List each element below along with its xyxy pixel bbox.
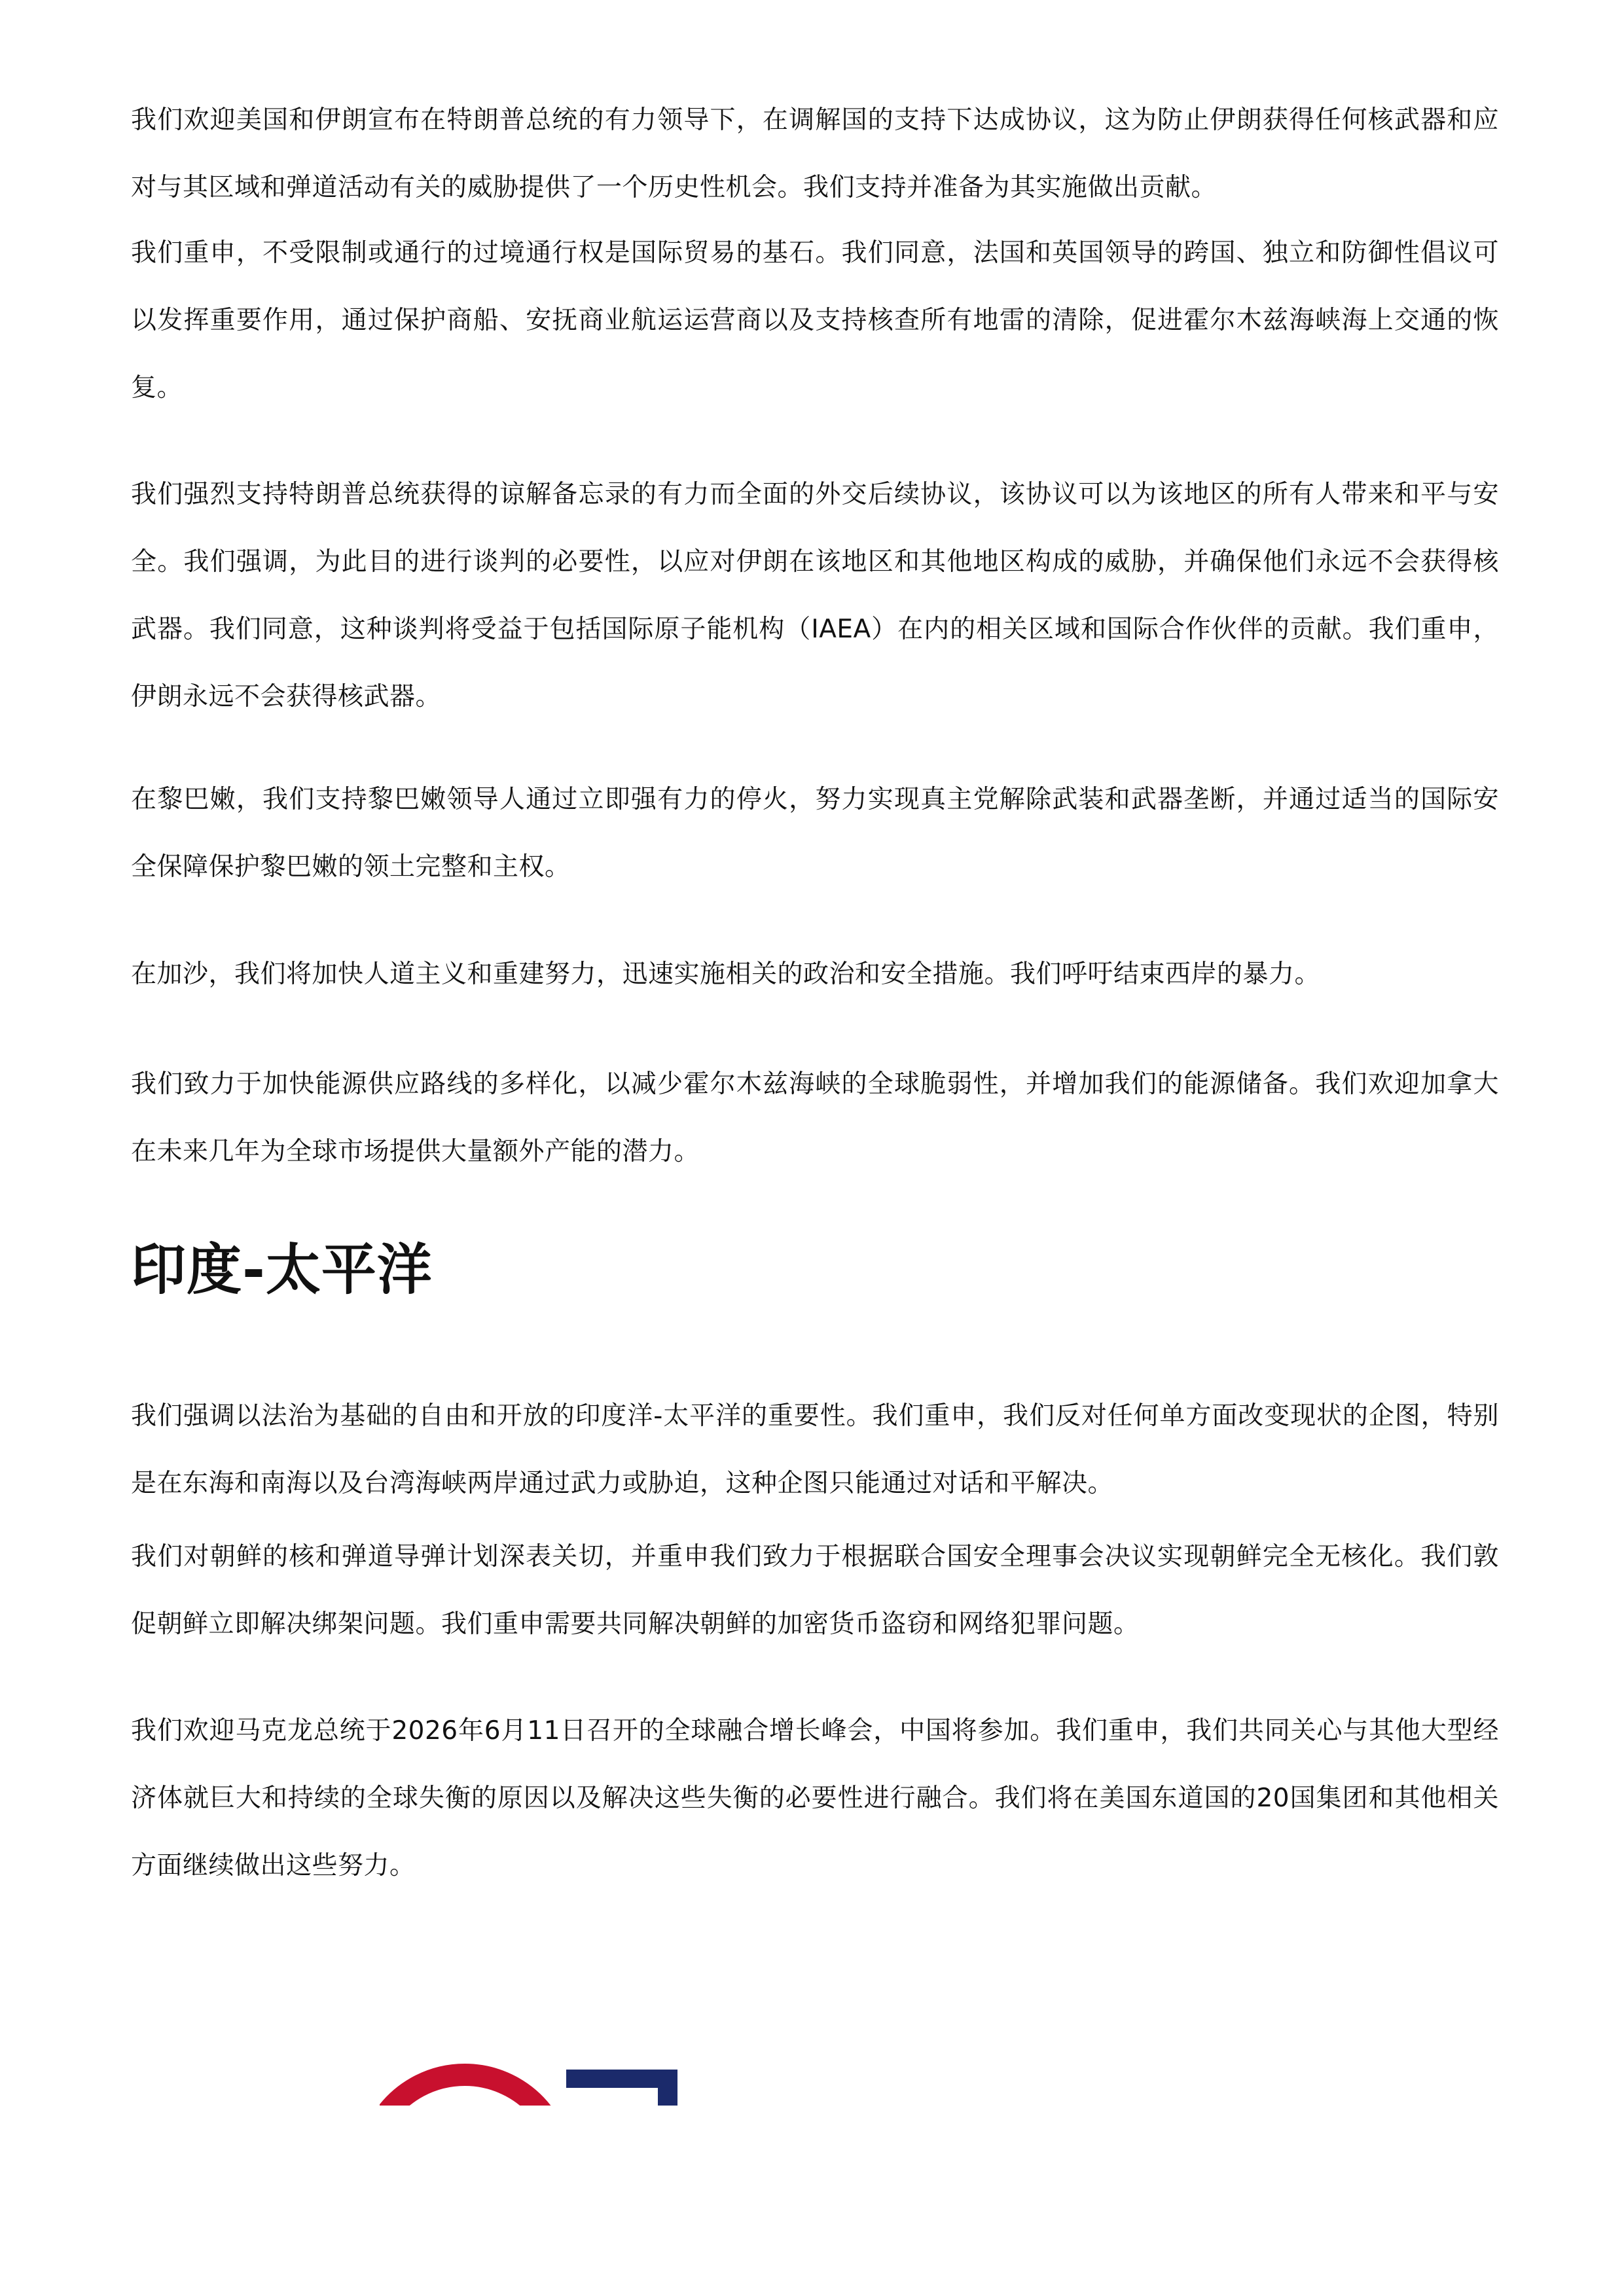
paragraph-indo-pacific: 我们强调以法治为基础的自由和开放的印度洋-太平洋的重要性。我们重申，我们反对任何单方面改变现状的企图，特别是在东海和南海以及台湾海峡两岸通过武力或胁迫，这种企图只能通过对话和平解决。	[131, 1401, 1499, 1498]
paragraph-north-korea: 我们对朝鲜的核和弹道导弹计划深表关切，并重申我们致力于根据联合国安全理事会决议实现朝鲜完全无核化。我们敦促朝鲜立即解决绑架问题。我们重申需要共同解决朝鲜的加密货币盗窃和网络犯罪问题。	[131, 1542, 1499, 1639]
logo-red-arc	[386, 2075, 543, 2114]
paragraph-iran-agreement: 我们欢迎美国和伊朗宣布在特朗普总统的有力领导下，在调解国的支持下达成协议，这为防止伊朗获得任何核武器和应对与其区域和弹道活动有关的威胁提供了一个历史性机会。我们支持并准备为其实施做出贡献。	[131, 105, 1499, 202]
paragraph-diplomatic-followup: 我们强烈支持特朗普总统获得的谅解备忘录的有力而全面的外交后续协议，该协议可以为该地区的所有人带来和平与安全。我们强调，为此目的进行谈判的必要性，以应对伊朗在该地区和其他地区构成的威胁，并确保他们永远不会获得核武器。我们同意，这种谈判将受益于包括国际原子能机构（IAEA）在内的相关区域和国际合作伙伴的贡献。我们重申，伊朗永远不会获得核武器。	[131, 480, 1499, 711]
paragraph-lebanon: 在黎巴嫩，我们支持黎巴嫩领导人通过立即强有力的停火，努力实现真主党解除武装和武器垄断，并通过适当的国际安全保障保护黎巴嫩的领土完整和主权。	[131, 785, 1499, 882]
section-heading-indo-pacific: 印度-太平洋	[131, 1238, 433, 1302]
paragraph-gaza: 在加沙，我们将加快人道主义和重建努力，迅速实施相关的政治和安全措施。我们呼吁结束西岸的暴力。	[131, 960, 1321, 989]
paragraph-growth-summit: 我们欢迎马克龙总统于2026年6月11日召开的全球融合增长峰会，中国将参加。我们重申，我们共同关心与其他大型经济体就巨大和持续的全球失衡的原因以及解决这些失衡的必要性进行融合。我们将在美国东道国的20国集团和其他相关方面继续做出这些努力。	[131, 1716, 1499, 1880]
logo-blue-stem	[658, 2070, 677, 2114]
paragraph-transit-passage: 我们重申，不受限制或通行的过境通行权是国际贸易的基石。我们同意，法国和英国领导的跨国、独立和防御性倡议可以发挥重要作用，通过保护商船、安抚商业航运运营商以及支持核查所有地雷的清除，促进霍尔木兹海峡海上交通的恢复。	[131, 238, 1499, 403]
paragraph-energy: 我们致力于加快能源供应路线的多样化，以减少霍尔木兹海峡的全球脆弱性，并增加我们的能源储备。我们欢迎加拿大在未来几年为全球市场提供大量额外产能的潜力。	[131, 1069, 1499, 1166]
partial-logo-icon	[380, 2062, 720, 2114]
